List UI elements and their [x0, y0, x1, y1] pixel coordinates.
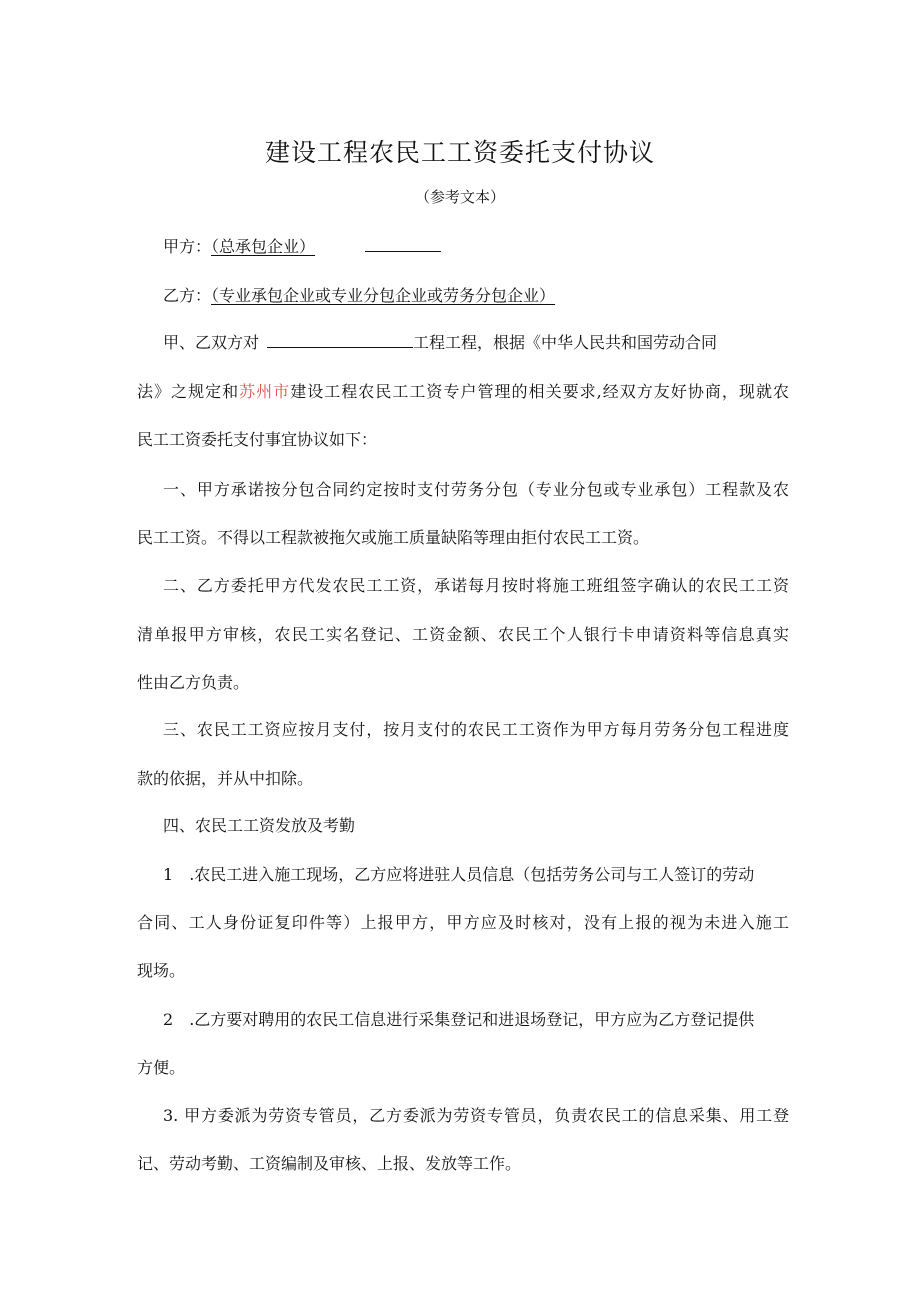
item-2-line-1: [163, 1009, 789, 1031]
item-2-text: .乙方要对聘用的农民工信息进行采集登记和进退场登记，甲方应为乙方登记提供: [189, 1010, 755, 1029]
party-a-line: [163, 236, 441, 258]
item-1-text: .农民工进入施工现场，乙方应将进驻人员信息（包括劳务公司与工人签订的劳动: [189, 865, 755, 884]
item-1-line-2: 合同、工人身份证复印件等）上报甲方，甲方应及时核对，没有上报的视为未进入施工: [137, 913, 789, 932]
city-name: 苏州市: [239, 382, 291, 401]
item-1-line-3: 现场。: [137, 961, 186, 980]
party-a-blank: [365, 237, 441, 252]
section-2-line-3: 性由乙方负责。: [137, 673, 250, 692]
item-3-line-2: 记、劳动考勤、工资编制及审核、上报、发放等工作。: [137, 1154, 522, 1173]
intro-2b: 建设工程农民工工资专户管理的相关要求,经双方友好协商，现就农: [290, 382, 789, 401]
section-3-line-2: 款的依据，并从中扣除。: [137, 769, 314, 788]
section-1-line-2: 民工工资。不得以工程款被拖欠或施工质量缺陷等理由拒付农民工工资。: [137, 528, 650, 547]
item-2-line-2: 方便。: [137, 1058, 186, 1077]
party-b-label: 乙方：: [163, 286, 212, 305]
intro-line-2: [137, 381, 789, 403]
item-2-number: 2: [163, 1010, 174, 1029]
party-a-value: （总承包企业）: [211, 237, 316, 256]
section-2-line-1: 二、乙方委托甲方代发农民工工资，承诺每月按时将施工班组签字确认的农民工工资: [163, 576, 789, 595]
intro-line-1: [163, 332, 717, 354]
item-1-line-1: [163, 864, 789, 886]
party-a-label: 甲方：: [163, 237, 212, 256]
intro-2a: 法》之规定和: [137, 382, 240, 401]
document-title: 建设工程农民工工资委托支付协议: [264, 138, 655, 167]
party-b-line: [163, 285, 555, 307]
party-b-value: （专业承包企业或专业分包企业或劳务分包企业）: [211, 286, 556, 305]
section-1-line-1: 一、甲方承诺按分包合同约定按时支付劳务分包（专业分包或专业承包）工程款及农: [163, 480, 789, 499]
project-name-blank: [267, 333, 413, 348]
section-4-heading: 四、农民工工资发放及考勤: [163, 816, 356, 835]
document-subtitle: （参考文本）: [414, 188, 505, 206]
section-3-line-1: 三、农民工工资应按月支付，按月支付的农民工工资作为甲方每月劳务分包工程进度: [163, 720, 789, 739]
item-1-number: 1: [163, 865, 174, 884]
item-3-line-1: 3. 甲方委派为劳资专管员，乙方委派为劳资专管员，负责农民工的信息采集、用工登: [163, 1106, 789, 1125]
intro-line-3: 民工工资委托支付事宜协议如下：: [137, 430, 378, 449]
section-2-line-2: 清单报甲方审核，农民工实名登记、工资金额、农民工个人银行卡申请资料等信息真实: [137, 625, 789, 644]
intro-1a: 甲、乙双方对: [163, 333, 260, 352]
intro-1b: 工程工程，根据《中华人民共和国劳动合同: [413, 333, 718, 352]
